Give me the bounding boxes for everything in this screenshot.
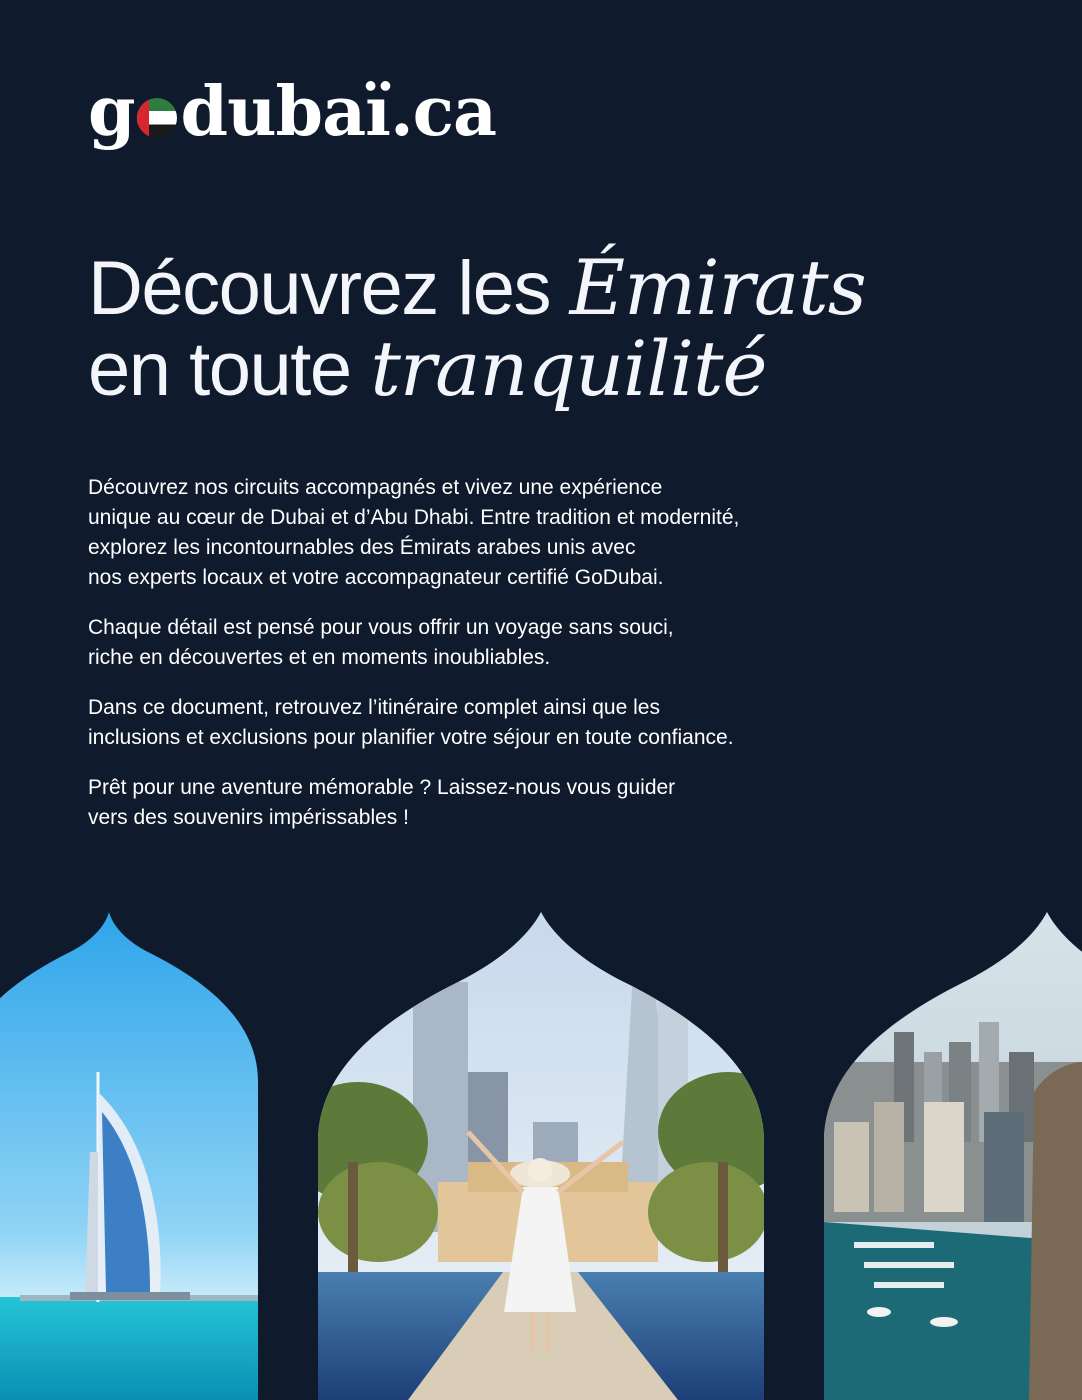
intro-paragraph-1: Découvrez nos circuits accompagnés et vivez une expérience unique au cœur de Dubai et d’Abu Dhabi. Entre tradition et modernité, explorez les incontournables des Émirats arabes unis avec nos experts locaux et votre accompagnateur certifié GoDubai. bbox=[88, 476, 740, 589]
godubai-logo bbox=[88, 72, 497, 152]
intro-paragraph-3: Dans ce document, retrouvez l’itinéraire complet ainsi que les inclusions et exclusions pour planifier votre séjour en toute confiance. bbox=[88, 696, 734, 749]
intro-paragraph-4: Prêt pour une aventure mémorable ? Laissez-nous vous guider vers des souvenirs impérissables ! bbox=[88, 776, 676, 829]
uae-flag-icon bbox=[137, 98, 177, 138]
page-headline bbox=[88, 243, 866, 413]
woman-downtown-dubai-photo bbox=[318, 912, 764, 1400]
headline-line1-plain: Découvrez les bbox=[88, 246, 570, 331]
headline-line1-italic: Émirats bbox=[569, 243, 866, 332]
logo-suffix: dubaï.ca bbox=[180, 72, 497, 152]
intro-text bbox=[88, 473, 848, 853]
logo-prefix: g bbox=[88, 72, 135, 152]
burj-al-arab-photo bbox=[0, 912, 258, 1400]
headline-line2-italic: tranquilité bbox=[370, 324, 767, 413]
dubai-marina-photo bbox=[824, 912, 1082, 1400]
intro-paragraph-2: Chaque détail est pensé pour vous offrir un voyage sans souci, riche en découvertes et en moments inoubliables. bbox=[88, 616, 674, 669]
headline-line2-plain: en toute bbox=[88, 327, 371, 412]
